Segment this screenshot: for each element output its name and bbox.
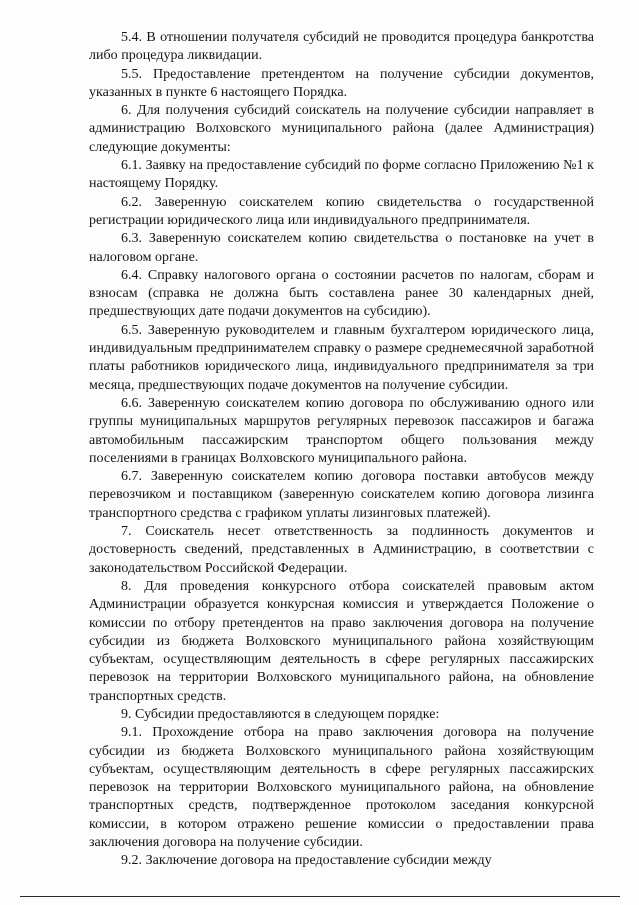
paragraph-8: 8. Для проведения конкурсного отбора соискателей правовым актом Администрации образуется конкурсная комиссия и утверждается Положение о комиссии по отбору претендентов на право заключения договора на получение субсидии из бюджета Волховского муниципального района хозяйствующим субъектам, осуществляющим деятельность в сфере регулярных пассажирских перевозок на территории Волховского муниципального района, на обновление транспортных средств. [89, 578, 594, 704]
paragraph-6-6: 6.6. Заверенную соискателем копию договора по обслуживанию одного или группы муниципальных маршрутов регулярных перевозок пассажиров и багажа автомобильным пассажирским транспортом общего пользования между поселениями в границах Волховского муниципального района. [89, 395, 594, 466]
paragraph-7: 7. Соискатель несет ответственность за подлинность документов и достоверность сведений, представленных в Администрацию, в соответствии с законодательством Российской Федерации. [89, 524, 594, 576]
paragraph-6-4: 6.4. Справку налогового органа о состоянии расчетов по налогам, сборам и взносам (справка не должна быть составлена ранее 30 календарных дней, предшествующих дате подачи документов на субсидию). [89, 267, 594, 320]
paragraph-9: 9. Субсидии предоставляются в следующем порядке: [121, 706, 440, 722]
paragraph-6-1: 6.1. Заявку на предоставление субсидий по форме согласно Приложению №1 к настоящему Порядку. [89, 158, 594, 192]
paragraph-9-2: 9.2. Заключение договора на предоставление субсидии между [121, 853, 492, 869]
paragraph-5-4: 5.4. В отношении получателя субсидий не проводится процедура банкротства либо процедура ликвидации. [89, 30, 594, 64]
paragraph-6: 6. Для получения субсидий соискатель на получение субсидии направляет в администрацию Волховского муниципального района (далее Администрация) следующие документы: [89, 103, 594, 155]
paragraph-6-2: 6.2. Заверенную соискателем копию свидетельства о государственной регистрации юридического лица или индивидуального предпринимателя. [89, 194, 594, 228]
paragraph-6-3: 6.3. Заверенную соискателем копию свидетельства о постановке на учет в налоговом органе. [89, 231, 594, 265]
document-body [89, 29, 594, 871]
paragraph-6-7: 6.7. Заверенную соискателем копию договора поставки автобусов между перевозчиком и поставщиком (заверенную соискателем копию договора лизинга транспортного средства с графиком уплаты лизинговых платежей). [89, 469, 594, 521]
paragraph-5-5: 5.5. Предоставление претендентом на получение субсидии документов, указанных в пункте 6 настоящего Порядка. [89, 66, 594, 100]
paragraph-9-1: 9.1. Прохождение отбора на право заключения договора на получение субсидии из бюджета Волховского муниципального района хозяйствующим субъектам, осуществляющим деятельность в сфере регулярных пассажирских перевозок на территории Волховского муниципального района, на обновление транспортных средств, подтвержденное протоколом заседания конкурсной комиссии, в котором отражено решение комиссии о предоставлении права заключения договора на получение субсидии. [89, 725, 594, 851]
page-bottom-edge [20, 896, 620, 897]
paragraph-6-5: 6.5. Заверенную руководителем и главным бухгалтером юридического лица, индивидуальным предпринимателем справку о размере среднемесячной заработной платы работников юридического лица, индивидуального предпринимателя за три месяца, предшествующих подаче документов на получение субсидии. [89, 322, 594, 393]
